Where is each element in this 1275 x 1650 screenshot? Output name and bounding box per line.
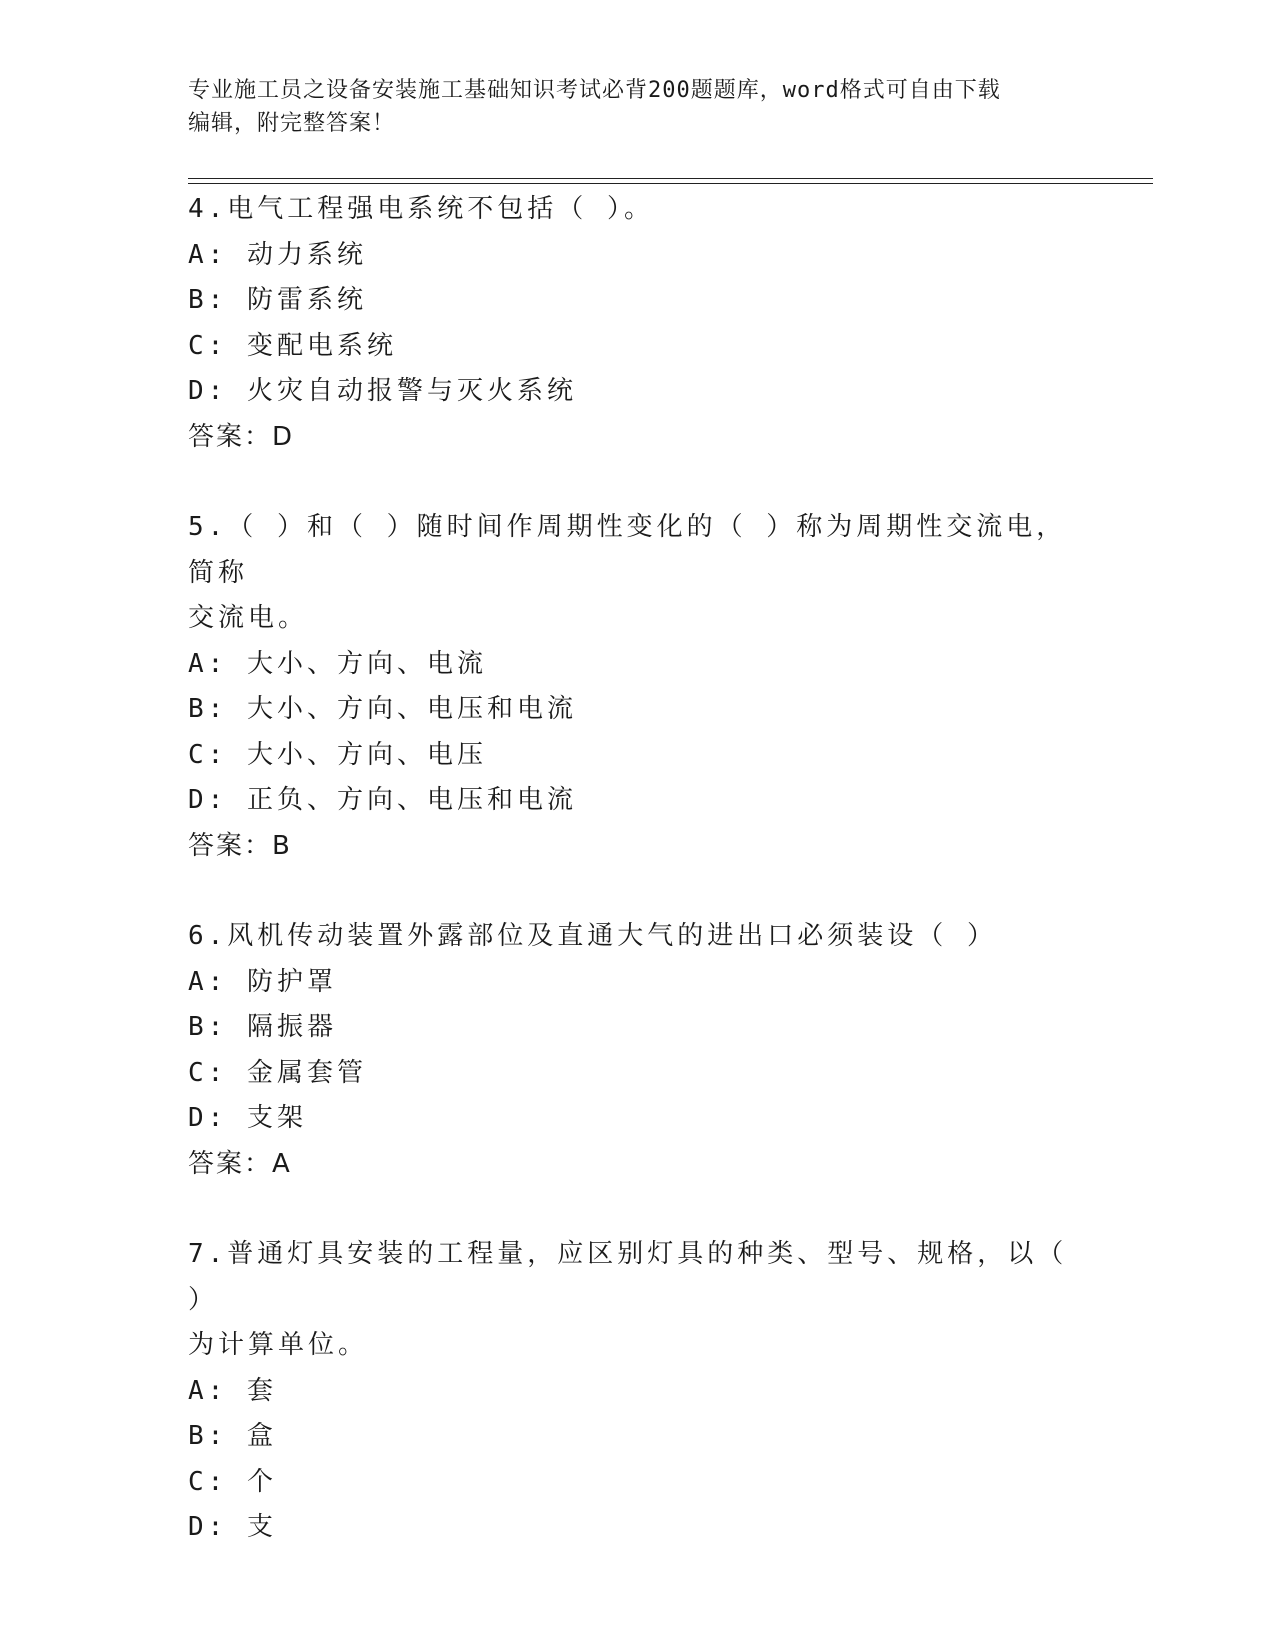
answer-text: 答案：B — [188, 830, 292, 861]
header-divider-bottom — [188, 183, 1153, 184]
question-stem: 6.风机传动装置外露部位及直通大气的进出口必须装设（ ） — [188, 921, 997, 951]
question-4 — [188, 187, 1088, 460]
header-title-line-1: 专业施工员之设备安装施工基础知识考试必背200题题库，word格式可自由下载 — [188, 78, 1001, 103]
option-b: B: 防雷系统 — [188, 285, 367, 315]
question-5 — [188, 505, 1088, 869]
option-b: B: 隔振器 — [188, 1012, 337, 1042]
option-d: D: 支架 — [188, 1103, 307, 1133]
option-c: C: 金属套管 — [188, 1057, 367, 1088]
document-header — [188, 74, 1068, 140]
question-stem: 7.普通灯具安装的工程量，应区别灯具的种类、型号、规格，以（ ） — [188, 1239, 1068, 1315]
question-stem-continued: 交流电。 — [188, 603, 309, 633]
option-a: A: 动力系统 — [188, 239, 367, 270]
question-7 — [188, 1232, 1088, 1551]
option-a: A: 套 — [188, 1375, 277, 1406]
option-b: B: 大小、方向、电压和电流 — [188, 694, 577, 724]
question-stem: 5.（ ）和（ ）随时间作周期性变化的（ ）称为周期性交流电，简称 — [188, 512, 1067, 588]
option-a: A: 防护罩 — [188, 966, 337, 997]
option-a: A: 大小、方向、电流 — [188, 648, 487, 679]
question-list — [188, 187, 1088, 1596]
option-d: D: 正负、方向、电压和电流 — [188, 785, 577, 815]
option-d: D: 火灾自动报警与灭火系统 — [188, 376, 577, 406]
answer-text: 答案：D — [188, 421, 295, 452]
option-c: C: 个 — [188, 1466, 277, 1497]
option-c: C: 大小、方向、电压 — [188, 739, 487, 770]
answer-text: 答案：A — [188, 1148, 292, 1179]
option-b: B: 盒 — [188, 1421, 277, 1451]
option-d: D: 支 — [188, 1512, 277, 1542]
question-stem: 4.电气工程强电系统不包括（ ）。 — [188, 194, 654, 224]
header-title-line-2: 编辑，附完整答案！ — [188, 111, 396, 136]
question-stem-continued: 为计算单位。 — [188, 1330, 369, 1360]
header-divider-top — [188, 178, 1153, 179]
option-c: C: 变配电系统 — [188, 330, 397, 361]
question-6 — [188, 914, 1088, 1187]
